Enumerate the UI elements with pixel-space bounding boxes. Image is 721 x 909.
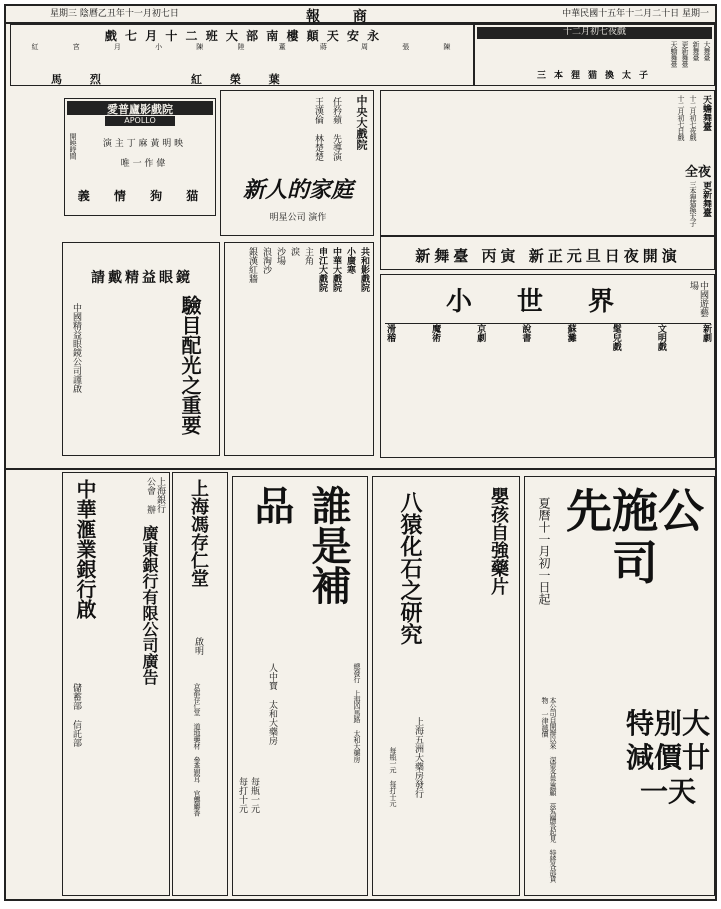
- cinema-film: 淚: [289, 247, 299, 256]
- listing-col: 更新舞臺: [701, 181, 711, 217]
- yongan-footer: 紅 榮 葉: [191, 73, 292, 86]
- theatre-listings: [380, 90, 715, 236]
- fengcunren-ad: [172, 472, 228, 896]
- act: 京劇: [475, 324, 486, 342]
- cinema-film: 沙場: [275, 247, 285, 265]
- xianshi-body: 本公司自開辦以來 深蒙各界惠顧 茲為酬答起見 特將各部貨物 一律減價: [541, 697, 557, 882]
- bank-sub: 儲蓄部 信託部: [71, 683, 81, 747]
- masthead-lunar: 星期三 陰曆乙丑年十一月初七日: [50, 9, 179, 19]
- feng-body: 京都存仁堂 道地藥材 參燕銀耳 官礱麝香: [193, 683, 201, 816]
- shuishi-sub: 人中寶 太和大藥房: [267, 663, 277, 745]
- central-theatre-ad: [220, 90, 374, 236]
- central-cast: 王漢倫 林楚楚: [313, 97, 323, 161]
- dawutai-ad: [474, 24, 715, 86]
- listings-quanye: 全夜: [684, 165, 711, 180]
- newspaper-page: [4, 4, 717, 901]
- cast-col: 新舞臺: [692, 41, 700, 61]
- glasses-body: 驗目配光之重要: [178, 295, 202, 435]
- act: 蘇灘: [565, 324, 576, 342]
- central-film-sub: 明星公司 演作: [269, 213, 327, 223]
- xinwutai-text: 新舞臺 丙寅 新正元旦日夜開演: [415, 247, 681, 265]
- glasses-brand: 中國精益眼鏡公司謹啟: [71, 303, 81, 393]
- cinema-film: 主角: [303, 247, 313, 265]
- act: 文明戲: [655, 324, 666, 351]
- cast-name: 蔣: [319, 43, 328, 50]
- listing-col: 十二月初七日戲: [677, 95, 685, 141]
- wuzhou-shop: 上海五洲大藥房發行: [413, 717, 423, 798]
- cinema-cells: [229, 247, 369, 451]
- glasses-title: 請戴精益眼鏡: [91, 270, 193, 286]
- yongan-theatre-ad: [10, 24, 474, 86]
- masthead: [6, 6, 715, 24]
- apollo-line1: 演 主 丁 麻 黃 明 映: [102, 139, 184, 149]
- xiaoshijie-ad: [380, 274, 715, 458]
- cast-col: 天蟾舞臺: [670, 41, 678, 67]
- cast-name: 小: [154, 43, 163, 50]
- wuzhou-title: 八猿化石之研究: [397, 491, 423, 645]
- cast-name: 月: [113, 43, 122, 50]
- xianshi-ad: [524, 476, 715, 896]
- bank-top: 上海銀行公會 辦: [145, 477, 165, 514]
- section-divider: [6, 468, 715, 470]
- feng-title: 上海馮存仁堂: [188, 479, 209, 587]
- cast-name: 陸: [236, 43, 245, 50]
- shuishi-price2: 每打十元: [237, 777, 247, 813]
- wuzhou-product: 嬰孩自強藥片: [488, 487, 509, 595]
- listing-col: 三本狸猫換太子: [689, 181, 697, 227]
- apollo-cinema-ad: [64, 98, 216, 216]
- central-name: 中央大戲院: [355, 95, 368, 150]
- cast-name: 陳: [442, 43, 451, 50]
- apollo-line2: 唯 一 作 偉: [120, 159, 166, 169]
- apollo-title: 愛普廬影戲院: [67, 101, 213, 115]
- shuishi-price1: 每瓶一元: [249, 777, 259, 813]
- cast-name: 董: [278, 43, 287, 50]
- act: 魔術: [430, 324, 441, 342]
- bank-body: 廣東銀行有限公司廣告: [140, 525, 159, 685]
- apollo-film: 義 情 狗 猫: [77, 189, 209, 203]
- shuishi-ad: [232, 476, 368, 896]
- cinema-name: 共和影戲院: [359, 247, 369, 292]
- xiaoshijie-title: 小 世 界: [445, 287, 633, 317]
- listing-col: 天蟾舞臺: [701, 95, 711, 131]
- xianshi-calendar: 夏曆十一月初一日起: [537, 497, 551, 605]
- xinwutai-banner: [380, 236, 715, 270]
- wuzhou-price: 每瓶一元 每打十元: [389, 747, 397, 807]
- cinema-film: 銀漢紅牆: [247, 247, 257, 283]
- cast-name: 宮: [72, 43, 81, 50]
- central-film-title: 新人的家庭: [242, 177, 353, 203]
- act: 滑稽: [385, 324, 395, 342]
- act: 說書: [520, 324, 531, 342]
- apollo-time: 開映時間: [69, 133, 77, 159]
- act: 新劇: [700, 324, 711, 342]
- bank-title: 中華滙業銀行啟: [73, 479, 97, 619]
- cast-name: 張: [401, 43, 410, 50]
- act: 髦兒戲: [610, 324, 621, 351]
- cast-name: 紅: [31, 43, 39, 50]
- wuzhou-ad: [372, 476, 520, 896]
- xiaoshijie-side: 中國遊藝場: [688, 281, 708, 317]
- yongan-cast-list: [31, 43, 451, 69]
- central-director: 任矜蘋 先導演: [331, 97, 341, 161]
- dawutai-cast: [635, 41, 711, 69]
- bank-ad: [62, 472, 170, 896]
- listing-col: 十二月初七夜戲: [689, 95, 697, 141]
- cinema-film: 浪淘沙: [261, 247, 271, 274]
- listings-top: [385, 95, 711, 159]
- yongan-footer-left: 馬 烈: [51, 73, 113, 86]
- shuishi-footer: 總發行 上海四馬路 太和大藥房: [353, 663, 361, 763]
- shuishi-headline: 誰是補品: [248, 485, 352, 605]
- feng-sub: 啟明: [193, 637, 203, 655]
- apollo-latin: APOLLO: [105, 116, 175, 126]
- cast-col: 大舞臺: [703, 41, 711, 61]
- cinema-grid: [224, 242, 374, 456]
- masthead-title: 報 商: [306, 9, 381, 25]
- xianshi-brand: 先施公司: [566, 484, 704, 590]
- central-credits: [229, 97, 341, 163]
- cast-name: 周: [360, 43, 369, 50]
- yongan-banner: 戲 七 月 十 二 班 大 部 南 樓 顛 天 安 永: [104, 29, 382, 43]
- cinema-name: 中華大戲院: [331, 247, 341, 292]
- glasses-ad: [62, 242, 220, 456]
- dawutai-header: 十二月初七夜戲: [477, 27, 712, 39]
- xiaoshijie-acts: [385, 323, 711, 453]
- cast-col: 更新舞臺: [681, 41, 689, 67]
- listings-bottom: [385, 181, 711, 233]
- xianshi-slogan: 特別大減價廿一天: [625, 707, 710, 808]
- masthead-date: 中華民國十五年十二月二十日 星期一: [562, 9, 709, 19]
- cast-name: 陳: [195, 43, 204, 50]
- dawutai-play: 三本狸猫換太子: [536, 71, 656, 81]
- cinema-name: 小廣寒: [345, 247, 355, 274]
- cinema-name: 申江大戲院: [317, 247, 327, 292]
